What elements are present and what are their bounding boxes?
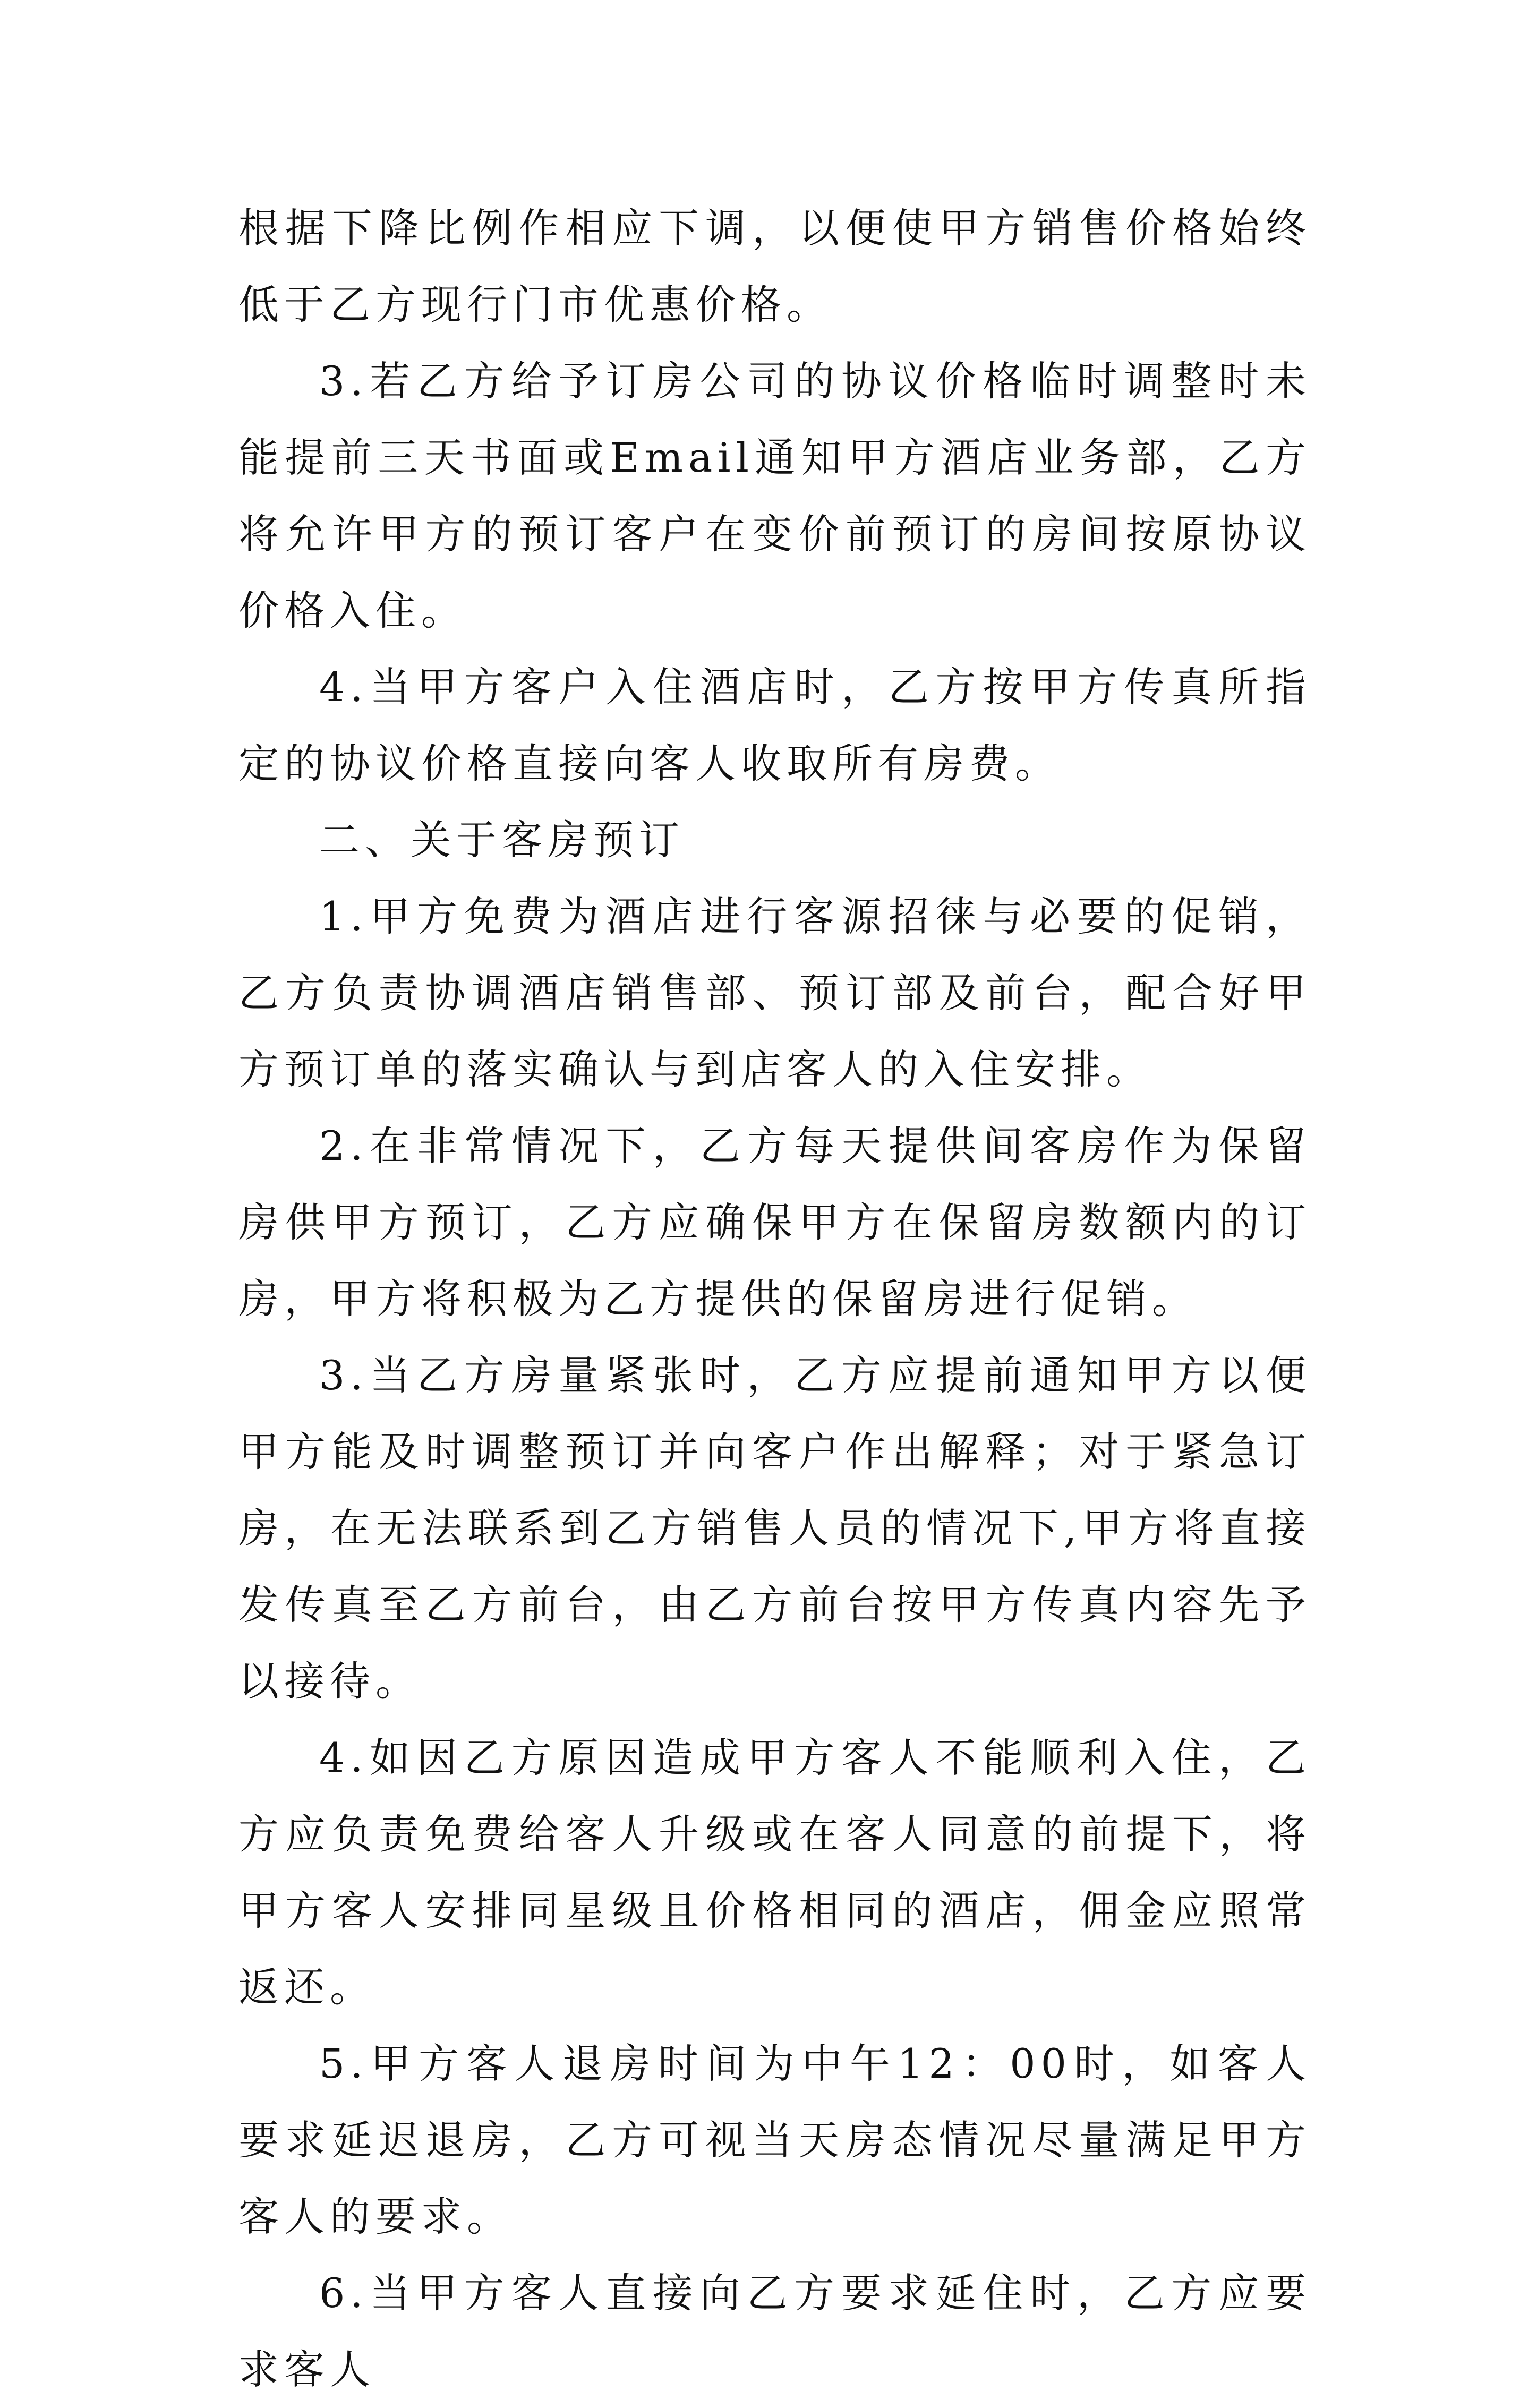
paragraph-clause-3-price-change-notice: 3.若乙方给予订房公司的协议价格临时调整时未能提前三天书面或Email通知甲方酒店业务部，乙方将允许甲方的预订客户在变价前预订的房间按原协议价格入住。 [238,357,1311,634]
paragraph-booking-clause-2: 2.在非常情况下，乙方每天提供间客房作为保留房供甲方预订，乙方应确保甲方在保留房数额内的订房，甲方将积极为乙方提供的保留房进行促销。 [238,1122,1311,1322]
paragraph-booking-clause-6: 6.当甲方客人直接向乙方要求延住时，乙方应要求客人 [238,2269,1311,2393]
paragraph-price-adjustment-continued: 根据下降比例作相应下调，以便使甲方销售价格始终低于乙方现行门市优惠价格。 [238,204,1311,328]
paragraph-booking-clause-3: 3.当乙方房量紧张时，乙方应提前通知甲方以便甲方能及时调整预订并向客户作出解释；对于紧急订房，在无法联系到乙方销售人员的情况下,甲方将直接发传真至乙方前台，由乙方前台按甲方传真内容先予以接待。 [238,1352,1311,1705]
paragraph-booking-clause-1: 1.甲方免费为酒店进行客源招徕与必要的促销，乙方负责协调酒店销售部、预订部及前台，配合好甲方预订单的落实确认与到店客人的入住安排。 [238,893,1311,1093]
paragraph-booking-clause-4: 4.如因乙方原因造成甲方客人不能顺利入住，乙方应负责免费给客人升级或在客人同意的前提下，将甲方客人安排同星级且价格相同的酒店，佣金应照常返还。 [238,1734,1311,2011]
section-heading-room-booking: 二、关于客房预订 [319,816,685,864]
paragraph-booking-clause-5: 5.甲方客人退房时间为中午12：00时，如客人要求延迟退房，乙方可视当天房态情况尽量满足甲方客人的要求。 [238,2040,1311,2240]
paragraph-clause-4-room-fee-collection: 4.当甲方客户入住酒店时，乙方按甲方传真所指定的协议价格直接向客人收取所有房费。 [238,663,1311,787]
document-body [238,190,1311,2408]
